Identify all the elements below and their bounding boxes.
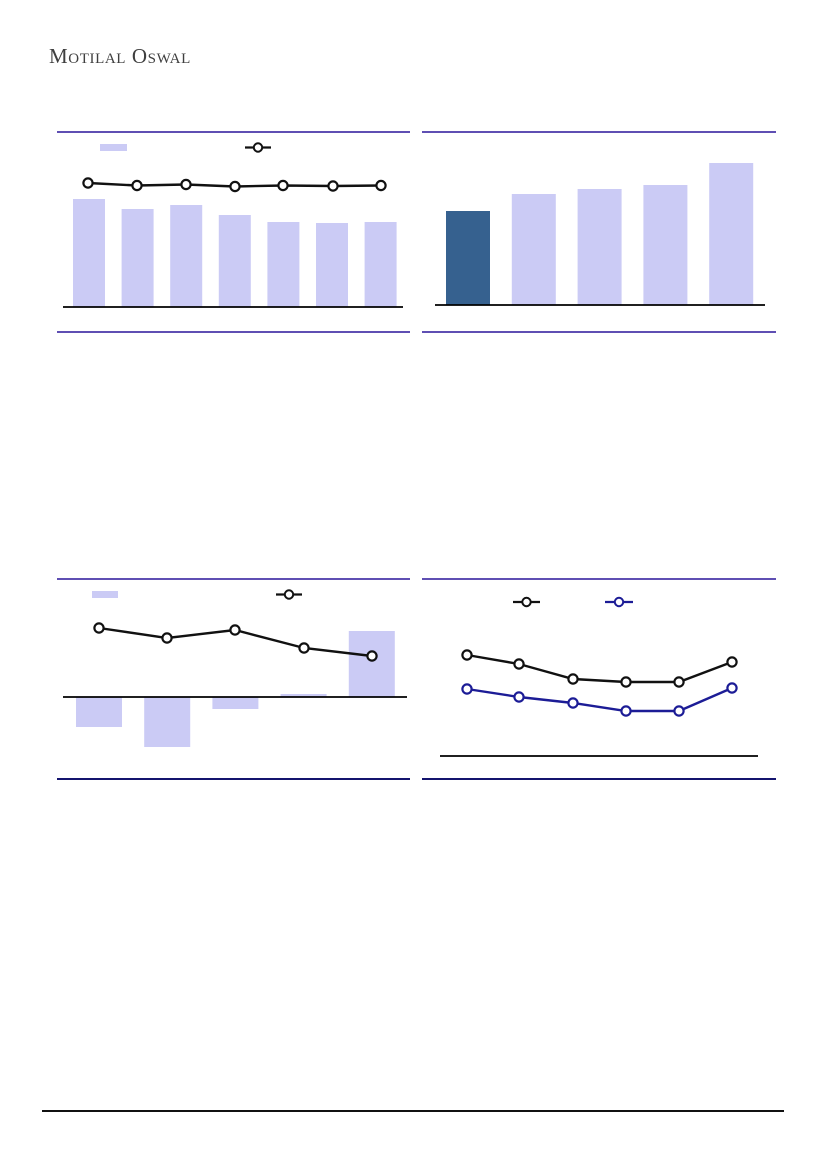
line-marker <box>162 633 171 642</box>
line-marker <box>727 683 736 692</box>
line-marker <box>727 657 736 666</box>
bar <box>365 222 397 307</box>
line-marker <box>278 181 287 190</box>
bar <box>349 631 395 697</box>
line-marker <box>514 692 523 701</box>
bar <box>144 697 190 747</box>
bar <box>122 209 154 307</box>
bar <box>316 223 348 307</box>
line-marker <box>94 623 103 632</box>
legend-line-marker <box>254 143 262 151</box>
line-marker <box>621 706 630 715</box>
line-marker <box>621 677 630 686</box>
chart-mid-left-bar-line <box>57 578 410 780</box>
line-marker <box>299 643 308 652</box>
legend-bar-swatch <box>100 144 127 151</box>
line-marker <box>568 674 577 683</box>
black-line <box>467 655 732 682</box>
legend-line-marker <box>522 598 530 606</box>
bar <box>170 205 202 307</box>
line-marker <box>674 677 683 686</box>
bar <box>267 222 299 307</box>
mid-left-bar-line-chart-canvas <box>57 580 410 778</box>
top-left-bar-line-chart-canvas <box>57 133 410 331</box>
top-right-bar-chart-canvas <box>422 133 776 331</box>
footer-rule <box>42 1110 784 1112</box>
line-marker <box>367 651 376 660</box>
bar <box>76 697 122 727</box>
line-marker <box>132 181 141 190</box>
chart-mid-right-two-line <box>422 578 776 780</box>
line-marker <box>230 182 239 191</box>
bar <box>212 697 258 709</box>
motilal-oswal-logo: Motilal Oswal <box>49 44 191 68</box>
bar <box>512 194 556 305</box>
bar <box>219 215 251 307</box>
chart-top-left-bar-line <box>57 131 410 333</box>
line-marker <box>83 178 92 187</box>
legend-line-marker <box>285 590 293 598</box>
line-marker <box>328 181 337 190</box>
bar <box>643 185 687 305</box>
bar <box>578 189 622 305</box>
chart-top-right-bar <box>422 131 776 333</box>
bar <box>446 211 490 305</box>
bar <box>73 199 105 307</box>
line-marker <box>568 698 577 707</box>
line-marker <box>462 650 471 659</box>
line-marker <box>514 659 523 668</box>
mid-right-two-line-chart-canvas <box>422 580 776 778</box>
line-marker <box>230 625 239 634</box>
line-marker <box>181 180 190 189</box>
line-marker <box>462 684 471 693</box>
navy-line <box>467 688 732 711</box>
bar <box>709 163 753 305</box>
legend-bar-swatch <box>92 591 118 598</box>
line-marker <box>674 706 683 715</box>
legend-line-marker <box>615 598 623 606</box>
line-marker <box>376 181 385 190</box>
